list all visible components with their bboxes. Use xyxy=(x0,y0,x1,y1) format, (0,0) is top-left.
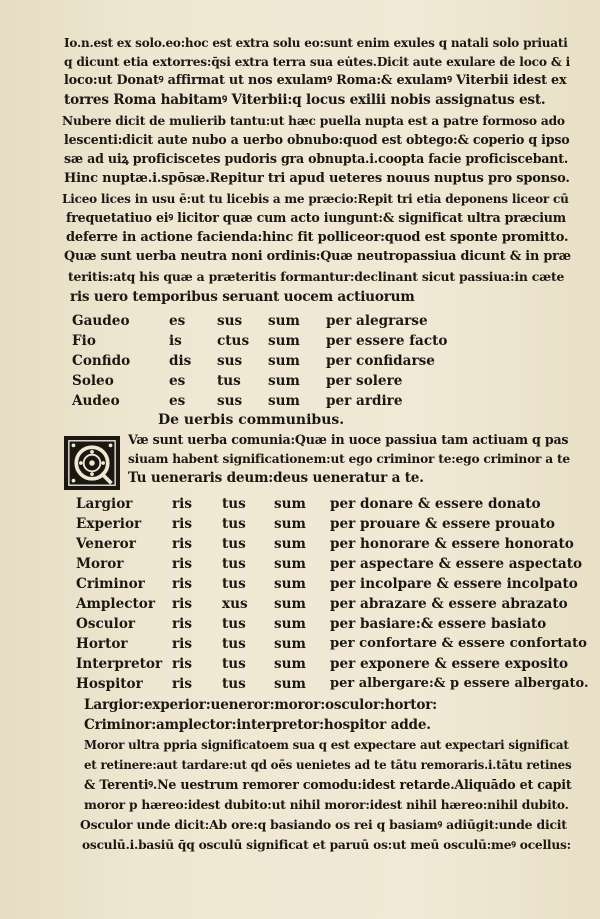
text-line: et retinere:aut tardare:ut qd oēs uenietes ad te tātu remoraris.i.tātu retines xyxy=(84,758,572,772)
participle-cell: sus xyxy=(217,313,243,329)
verb-cell: Gaudeo xyxy=(72,313,130,329)
meaning-cell: per aspectare & essere aspectato xyxy=(330,556,583,572)
text-line: Tu ueneraris deum:deus ueneratur a te. xyxy=(128,470,424,486)
sum-cell: sum xyxy=(274,676,306,692)
text-line: Moror ultra ppria significatoem sua q est expectare aut expectari significat xyxy=(84,738,569,752)
text-line: Largior:experior:ueneror:moror:osculor:hortor: xyxy=(84,697,437,713)
sum-cell: sum xyxy=(274,516,306,532)
verb-cell: Interpretor xyxy=(76,656,163,672)
text-line: & Terentiꝰ.Ne uestrum remorer comodu:idest retarde.Aliquādo et capit xyxy=(84,777,572,792)
text-line: frequetatiuo eiꝰ licitor quæ cum acto iungunt:& significat ultra præcium xyxy=(66,210,566,225)
ending-cell: es xyxy=(169,393,186,409)
section-title: De uerbis communibus. xyxy=(158,412,345,428)
meaning-cell: per ardire xyxy=(326,393,403,409)
text-line: Hinc nuptæ.i.spōsæ.Repitur tri apud ueteres nouus nuptus pro sponso. xyxy=(64,171,570,186)
participle-cell: tus xyxy=(222,556,246,572)
ending-cell: es xyxy=(169,313,186,329)
verb-cell: Hortor xyxy=(76,636,128,652)
sum-cell: sum xyxy=(274,536,306,552)
text-line: loco:ut Donatꝰ affirmat ut nos exulamꝰ Roma:& exulamꝰ Viterbii idest ex xyxy=(64,73,567,88)
ornament-icon xyxy=(66,438,118,488)
participle-cell: tus xyxy=(222,676,246,692)
text-line: deferre in actione facienda:hinc fit polliceor:quod est sponte promitto. xyxy=(66,230,569,245)
text-line: ris uero temporibus seruant uocem actiuorum xyxy=(70,289,415,305)
text-line: q dicunt etia extorres:q̄si extra terra sua eu̇tes.Dicit aute exulare de loco & i xyxy=(64,55,571,69)
text-line: Liceo lices in usu ē:ut tu licebis a me præcio:Repit tri etia deponens liceor cū xyxy=(62,192,569,206)
text-line: Nubere dicit de mulierib tantu:ut hæc puella nupta est a patre formoso ado xyxy=(62,114,565,128)
verb-cell: Moror xyxy=(76,556,124,572)
meaning-cell: per essere facto xyxy=(326,333,448,349)
text-line: sæ ad uiꝝ proficiscetes pudoris gra obnupta.i.coopta facie proficiscebant. xyxy=(64,151,569,166)
decorated-initial-q xyxy=(64,436,120,490)
text-line: Io.n.est ex solo.eo:hoc est extra solu eo:sunt enim exules q natali solo priuati xyxy=(64,36,568,50)
participle-cell: tus xyxy=(217,373,241,389)
verb-cell: Hospitor xyxy=(76,676,143,692)
ending-cell: ris xyxy=(172,676,192,692)
verb-cell: Largior xyxy=(76,496,133,512)
ending-cell: ris xyxy=(172,656,192,672)
meaning-cell: per prouare & essere prouato xyxy=(330,516,555,532)
participle-cell: sus xyxy=(217,393,243,409)
participle-cell: tus xyxy=(222,576,246,592)
text-line: teritis:atq his quæ a præteritis formantur:declinant sicut passiua:in cæte xyxy=(68,269,565,284)
meaning-cell: per confidarse xyxy=(326,353,435,369)
participle-cell: tus xyxy=(222,656,246,672)
text-line: torres Roma habitamꝰ Viterbii:q locus exilii nobis assignatus est. xyxy=(64,92,546,108)
ending-cell: ris xyxy=(172,636,192,652)
participle-cell: tus xyxy=(222,636,246,652)
sum-cell: sum xyxy=(268,373,300,389)
meaning-cell: per honorare & essere honorato xyxy=(330,536,574,552)
verb-cell: Confido xyxy=(72,353,131,369)
meaning-cell: per albergare:& p essere albergato. xyxy=(330,676,589,691)
verb-cell: Soleo xyxy=(72,373,114,389)
sum-cell: sum xyxy=(274,616,306,632)
ending-cell: es xyxy=(169,373,186,389)
ending-cell: ris xyxy=(172,616,192,632)
meaning-cell: per incolpare & essere incolpato xyxy=(330,576,578,592)
sum-cell: sum xyxy=(268,313,300,329)
meaning-cell: per basiare:& essere basiato xyxy=(330,616,547,632)
sum-cell: sum xyxy=(268,333,300,349)
participle-cell: xus xyxy=(222,596,248,612)
participle-cell: tus xyxy=(222,536,246,552)
ending-cell: dis xyxy=(169,353,192,369)
ending-cell: ris xyxy=(172,516,192,532)
verb-cell: Veneror xyxy=(76,536,136,552)
ending-cell: ris xyxy=(172,536,192,552)
meaning-cell: per solere xyxy=(326,373,403,389)
text-line: Quæ sunt uerba neutra noni ordinis:Quæ neutropassiua dicunt & in præ xyxy=(64,249,571,264)
participle-cell: tus xyxy=(222,616,246,632)
meaning-cell: per donare & essere donato xyxy=(330,496,541,512)
text-line: Criminor:amplector:interpretor:hospitor adde. xyxy=(84,717,431,733)
ending-cell: ris xyxy=(172,556,192,572)
text-line: siuam habent significationem:ut ego criminor te:ego criminor a te xyxy=(128,452,570,466)
sum-cell: sum xyxy=(274,556,306,572)
ending-cell: ris xyxy=(172,496,192,512)
verb-cell: Experior xyxy=(76,516,142,532)
sum-cell: sum xyxy=(274,596,306,612)
ending-cell: is xyxy=(169,333,182,349)
participle-cell: ctus xyxy=(217,333,250,349)
verb-cell: Criminor xyxy=(76,576,145,592)
text-line: lescenti:dicit aute nubo a uerbo obnubo:quod est obtego:& coperio q ipso xyxy=(64,132,570,147)
verb-cell: Amplector xyxy=(76,596,156,612)
sum-cell: sum xyxy=(268,353,300,369)
meaning-cell: per abrazare & essere abrazato xyxy=(330,596,568,612)
sum-cell: sum xyxy=(274,656,306,672)
sum-cell: sum xyxy=(274,636,306,652)
participle-cell: sus xyxy=(217,353,243,369)
text-line: Osculor unde dicit:Ab ore:q basiando os rei q basiamꝰ adiūgit:unde dicit xyxy=(80,817,567,832)
text-line: osculū.i.basiū q̄q osculū significat et paruū os:ut meū osculū:meꝰ ocellus: xyxy=(82,838,571,852)
text-line: Væ sunt uerba comunia:Quæ in uoce passiua tam actiuam q pas xyxy=(128,432,569,447)
meaning-cell: per exponere & essere exposito xyxy=(330,656,569,672)
sum-cell: sum xyxy=(274,496,306,512)
meaning-cell: per confortare & essere confortato xyxy=(330,636,587,651)
participle-cell: tus xyxy=(222,496,246,512)
sum-cell: sum xyxy=(274,576,306,592)
ending-cell: ris xyxy=(172,576,192,592)
verb-cell: Fio xyxy=(72,333,96,349)
participle-cell: tus xyxy=(222,516,246,532)
meaning-cell: per alegrarse xyxy=(326,313,428,329)
verb-cell: Audeo xyxy=(72,393,120,409)
text-line: moror p hæreo:idest dubito:ut nihil moror:idest nihil hæreo:nihil dubito. xyxy=(84,798,569,812)
ending-cell: ris xyxy=(172,596,192,612)
verb-cell: Osculor xyxy=(76,616,136,632)
sum-cell: sum xyxy=(268,393,300,409)
